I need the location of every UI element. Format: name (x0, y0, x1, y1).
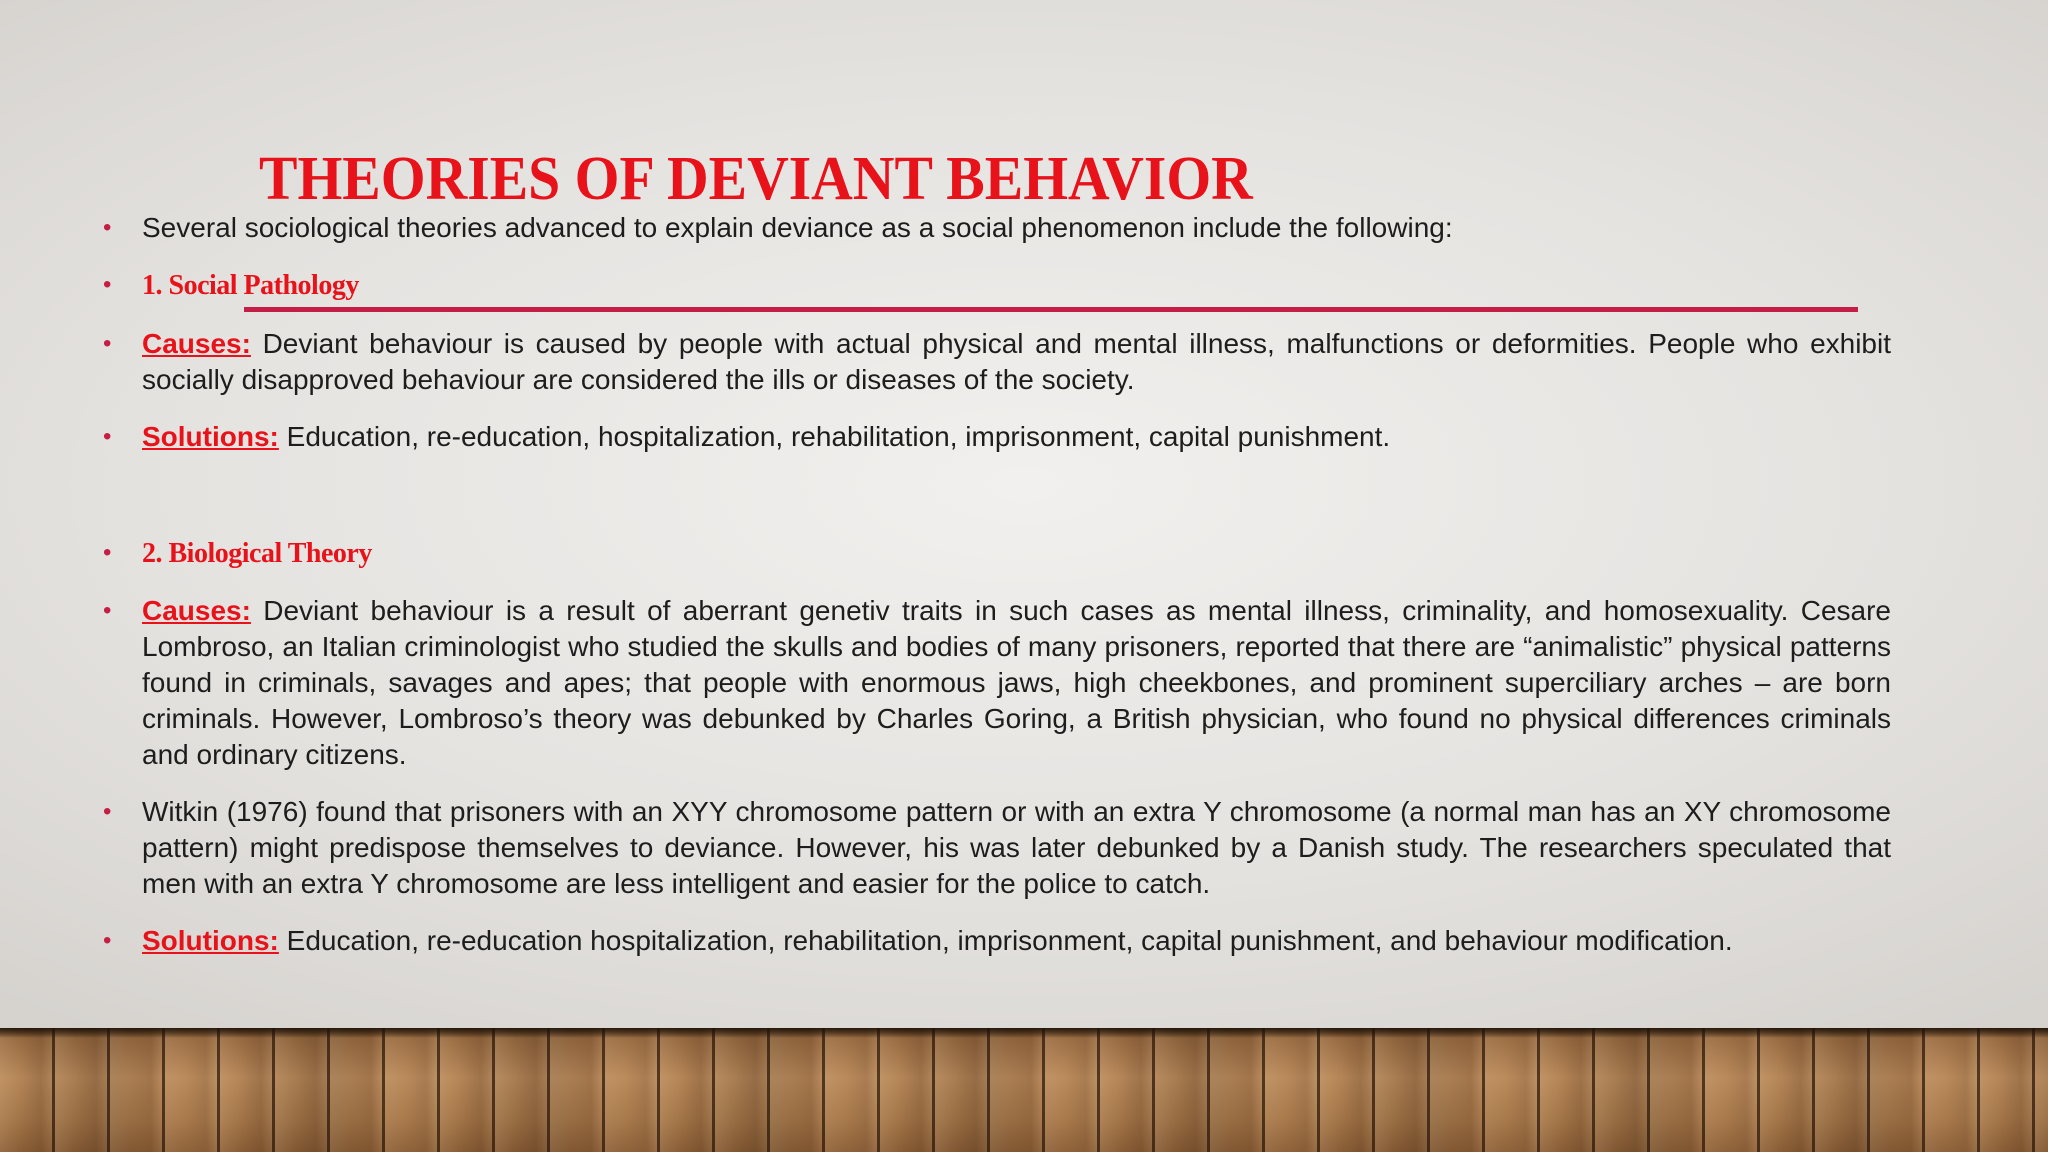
wood-floor-background (0, 1028, 2048, 1152)
slide-title: THEORIES OF DEVIANT BEHAVIOR (259, 145, 1253, 213)
floor-edge-shadow (0, 1028, 2048, 1038)
bullet-section2-solutions (100, 923, 1891, 959)
section2-heading: 2. Biological Theory (142, 538, 372, 569)
bullet-section2-causes (100, 593, 1891, 773)
bullet-intro (100, 210, 1891, 246)
section2-witkin-text: Witkin (1976) found that prisoners with an XYY chromosome pattern or with an extra Y chromosome (a normal man has an XY chromosome pattern) might predispose themselves to deviance. However, his was later debunked by a Danish study. The researchers speculated that men with an extra Y chromosome are less intelligent and easier for the police to catch. (142, 796, 1891, 899)
section2-solutions-label: Solutions: (142, 925, 279, 956)
section2-solutions-text: Education, re-education hospitalization, rehabilitation, imprisonment, capital punishment, and behaviour modification. (278, 925, 1733, 956)
slide-body (100, 210, 1891, 959)
section2-causes-label: Causes: (142, 595, 251, 626)
section1-causes-label: Causes: (142, 328, 251, 359)
section1-solutions-label: Solutions: (142, 421, 279, 452)
section1-heading: 1. Social Pathology (142, 270, 359, 301)
bullet-section1-causes (100, 326, 1891, 398)
bullet-section2-witkin (100, 794, 1891, 902)
section1-solutions-text: Education, re-education, hospitalization, rehabilitation, imprisonment, capital punishment. (278, 421, 1391, 452)
bullet-section1-solutions (100, 419, 1891, 455)
intro-text: Several sociological theories advanced to explain deviance as a social phenomenon include the following: (142, 212, 1453, 243)
bullet-section1-heading (100, 267, 1891, 304)
section1-causes-text: Deviant behaviour is caused by people with actual physical and mental illness, malfunctions or deformities. People who exhibit socially disapproved behaviour are considered the ills or diseases of the society. (142, 328, 1891, 395)
section2-causes-text: Deviant behaviour is a result of aberrant genetiv traits in such cases as mental illness, criminality, and homosexuality. Cesare Lombroso, an Italian criminologist who studied the skulls and bodies of many prisoners, reported that there are “animalistic” physical patterns found in criminals, savages and apes; that people with enormous jaws, high cheekbones, and prominent superciliary arches – are born criminals. However, Lombroso’s theory was debunked by Charles Goring, a British physician, who found no physical differences criminals and ordinary citizens. (142, 595, 1891, 770)
bullet-section2-heading (100, 535, 1891, 572)
